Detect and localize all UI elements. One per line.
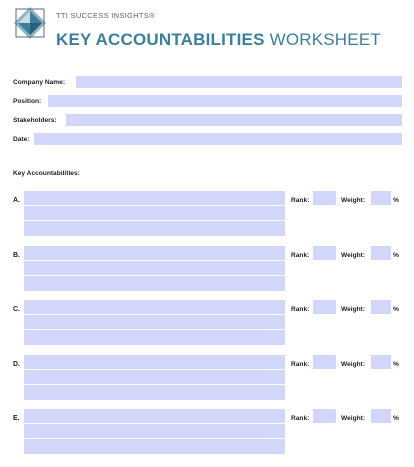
accountability-e-text-field[interactable] — [24, 409, 285, 454]
field-rule — [24, 423, 285, 424]
stakeholders-label: Stakeholders: — [13, 117, 57, 124]
weight-label: Weight: — [341, 252, 366, 259]
field-rule — [24, 369, 285, 370]
field-rule — [24, 314, 285, 315]
item-letter: C. — [13, 306, 20, 313]
accountability-c — [0, 300, 414, 345]
item-letter: E. — [13, 415, 20, 422]
accountability-d-rank-field[interactable] — [313, 355, 336, 369]
accountability-a-rank-field[interactable] — [313, 191, 336, 205]
rank-label: Rank: — [291, 415, 310, 422]
position-field[interactable] — [48, 95, 402, 107]
field-rule — [24, 384, 285, 385]
title-light: WORKSHEET — [269, 30, 381, 49]
percent-sign: % — [393, 306, 399, 313]
accountability-c-text-field[interactable] — [24, 300, 285, 345]
percent-sign: % — [393, 415, 399, 422]
tti-logo-icon — [12, 5, 48, 41]
accountability-a-text-field[interactable] — [24, 191, 285, 236]
accountability-a — [0, 191, 414, 236]
field-rule — [24, 220, 285, 221]
accountability-c-weight-field[interactable] — [371, 300, 391, 314]
brand-name: TTI SUCCESS INSIGHTS® — [56, 11, 155, 20]
position-label: Position: — [13, 98, 42, 105]
field-rule — [24, 205, 285, 206]
date-label: Date: — [13, 136, 30, 143]
field-rule — [24, 329, 285, 330]
page-title — [56, 30, 381, 50]
rank-label: Rank: — [291, 197, 310, 204]
item-letter: A. — [13, 197, 20, 204]
weight-label: Weight: — [341, 306, 366, 313]
percent-sign: % — [393, 361, 399, 368]
accountability-e-weight-field[interactable] — [371, 409, 391, 423]
stakeholders-field[interactable] — [66, 114, 402, 126]
accountability-d-text-field[interactable] — [24, 355, 285, 400]
accountability-b-weight-field[interactable] — [371, 246, 391, 260]
company-name-field[interactable] — [76, 76, 402, 88]
accountability-e-rank-field[interactable] — [313, 409, 336, 423]
company-name-label: Company Name: — [13, 79, 66, 86]
percent-sign: % — [393, 252, 399, 259]
weight-label: Weight: — [341, 361, 366, 368]
accountability-b — [0, 246, 414, 291]
field-rule — [24, 438, 285, 439]
weight-label: Weight: — [341, 197, 366, 204]
accountability-e — [0, 409, 414, 454]
date-field[interactable] — [34, 133, 402, 145]
field-rule — [24, 275, 285, 276]
accountability-d — [0, 355, 414, 400]
key-accountabilities-label: Key Accountabilities: — [13, 170, 80, 177]
accountability-a-weight-field[interactable] — [371, 191, 391, 205]
field-rule — [24, 260, 285, 261]
title-bold: KEY ACCOUNTABILITIES — [56, 30, 265, 49]
item-letter: D. — [13, 361, 20, 368]
rank-label: Rank: — [291, 361, 310, 368]
rank-label: Rank: — [291, 306, 310, 313]
rank-label: Rank: — [291, 252, 310, 259]
item-letter: B. — [13, 252, 20, 259]
accountability-b-text-field[interactable] — [24, 246, 285, 291]
weight-label: Weight: — [341, 415, 366, 422]
accountability-c-rank-field[interactable] — [313, 300, 336, 314]
accountability-b-rank-field[interactable] — [313, 246, 336, 260]
percent-sign: % — [393, 197, 399, 204]
accountability-d-weight-field[interactable] — [371, 355, 391, 369]
